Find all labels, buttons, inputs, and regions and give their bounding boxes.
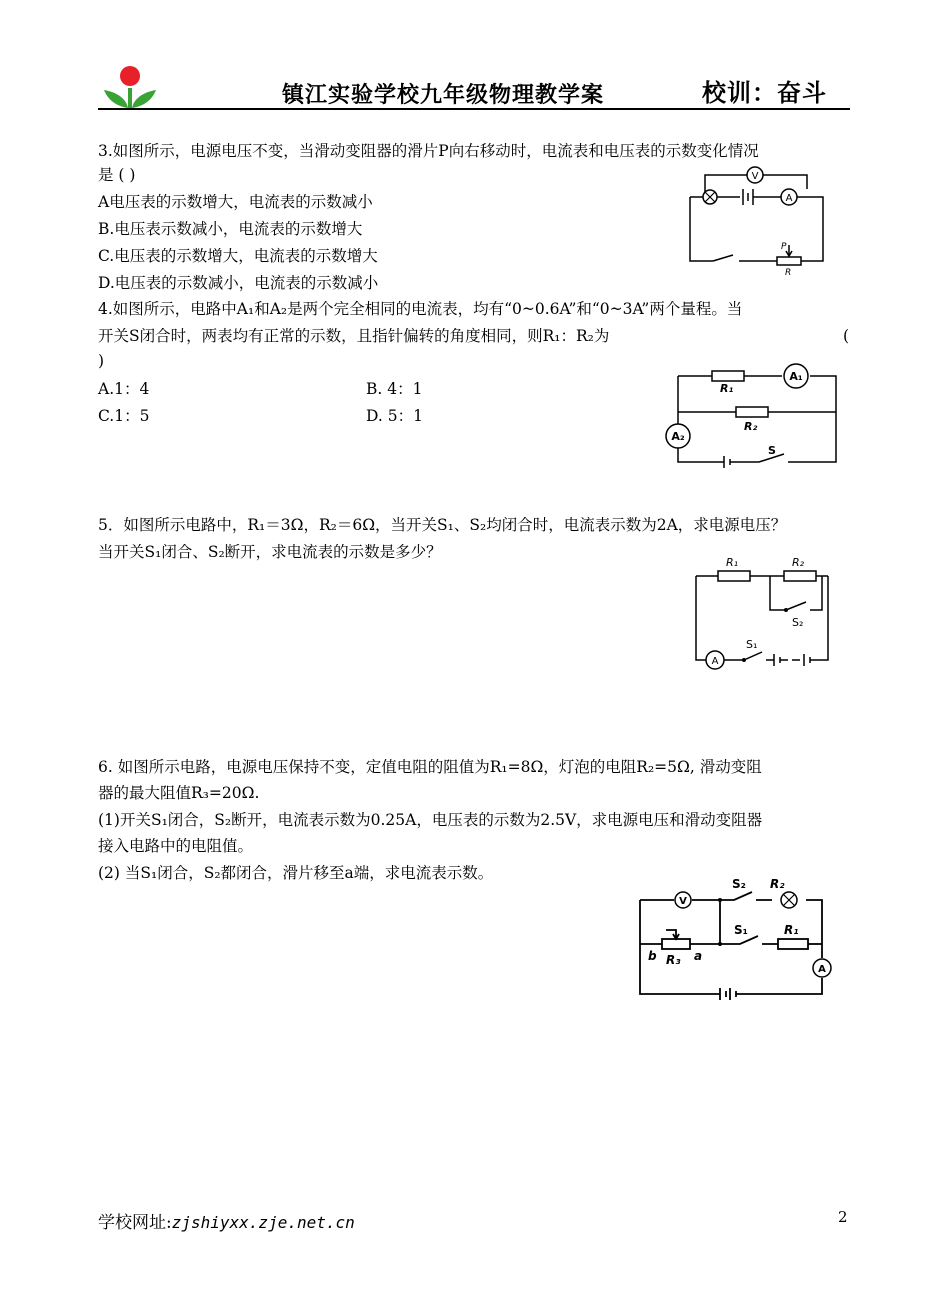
- q6-stem-line1: 6. 如图所示电路，电源电压保持不变，定值电阻的阻值为R₁=8Ω，灯泡的电阻R₂=5Ω, 滑动变阻: [98, 758, 762, 776]
- q3-option-a: A电压表的示数增大，电流表的示数减小: [98, 193, 373, 211]
- q4-fig-switch-label: S: [768, 444, 776, 457]
- q4-stem-line1: 4.如图所示，电路中A₁和A₂是两个完全相同的电流表，均有“0~0.6A”和“0~3A”两个量程。当: [98, 300, 743, 318]
- q5-fig-r1-label: R₁: [726, 556, 739, 569]
- q4-option-a: A.1：4: [98, 380, 150, 398]
- q3-option-b: B.电压表示数减小，电流表的示数增大: [98, 220, 363, 238]
- page-number: 2: [838, 1208, 848, 1226]
- q6-subq1-line1: (1)开关S₁闭合，S₂断开，电流表示数为0.25A，电压表的示数为2.5V，求电源电压和滑动变阻器: [98, 811, 763, 829]
- q4-option-a-row: [98, 378, 423, 400]
- q3-option-c: C.电压表的示数增大，电流表的示数增大: [98, 247, 378, 265]
- header-title: 镇江实验学校九年级物理教学案: [282, 82, 605, 108]
- q5-circuit-diagram: [688, 554, 836, 672]
- q6-subq2: (2) 当S₁闭合，S₂都闭合，滑片移至a端，求电流表示数。: [98, 864, 494, 882]
- q6-fig-r3-label: R₃: [666, 953, 681, 967]
- q5-fig-s2-label: S₂: [792, 616, 804, 629]
- q4-option-d: D. 5：1: [366, 407, 423, 425]
- q3-option-d: D.电压表的示数减小，电流表的示数减小: [98, 274, 379, 292]
- q3-fig-slider-label: P: [781, 242, 787, 252]
- q3-stem-line2: 是 ( ): [98, 166, 136, 184]
- q6-fig-s2-label: S₂: [732, 877, 746, 891]
- header-divider: [98, 108, 850, 110]
- footer-label: 学校网址:: [98, 1213, 172, 1233]
- q3-fig-rheostat-label: R: [785, 268, 792, 278]
- footer-school-url: [98, 1208, 355, 1233]
- header-motto: 校训：奋斗: [702, 78, 827, 107]
- q6-subq1-line2: 接入电路中的电阻值。: [98, 837, 254, 855]
- q6-fig-r1-label: R₁: [784, 923, 799, 937]
- q3-fig-ammeter-label: A: [785, 193, 793, 204]
- school-logo: [102, 62, 158, 110]
- q4-circuit-diagram: [664, 362, 844, 470]
- q4-paren-close: ): [98, 352, 105, 370]
- q4-option-c-row: [98, 405, 423, 427]
- q6-stem-line2: 器的最大阻值R₃=20Ω.: [98, 784, 260, 802]
- q6-fig-b-label: b: [648, 949, 657, 963]
- q3-stem-line1: 3.如图所示，电源电压不变，当滑动变阻器的滑片P向右移动时，电流表和电压表的示数变化情况: [98, 142, 759, 160]
- q4-fig-r1-label: R₁: [720, 382, 734, 395]
- q6-fig-s1-label: S₁: [734, 923, 748, 937]
- q4-stem-line2: 开关S闭合时，两表均有正常的示数，且指针偏转的角度相同，则R₁：R₂为: [98, 327, 610, 345]
- q5-fig-s1-label: S₁: [746, 638, 758, 651]
- q5-fig-ammeter-label: A: [711, 656, 719, 667]
- q6-circuit-diagram: [636, 872, 832, 1000]
- q4-option-c: C.1：5: [98, 407, 150, 425]
- q4-fig-a1-label: A₁: [789, 370, 803, 383]
- q5-fig-r2-label: R₂: [792, 556, 805, 569]
- q6-fig-a-end-label: a: [694, 949, 703, 963]
- q4-paren-open: (: [843, 327, 850, 345]
- q6-fig-voltmeter-label: V: [679, 896, 687, 907]
- q5-stem-line2: 当开关S₁闭合、S₂断开，求电流表的示数是多少？: [98, 543, 442, 561]
- q5-stem-line1: 5．如图所示电路中，R₁＝3Ω，R₂＝6Ω，当开关S₁、S₂均闭合时，电流表示数为2A，求电源电压？: [98, 516, 787, 534]
- q4-fig-r2-label: R₂: [744, 420, 758, 433]
- q4-option-b: B. 4：1: [366, 380, 423, 398]
- q6-fig-r2-label: R₂: [770, 877, 785, 891]
- footer-url-link[interactable]: zjshiyxx.zje.net.cn: [171, 1213, 355, 1232]
- q3-fig-voltmeter-label: V: [751, 171, 759, 182]
- q4-fig-a2-label: A₂: [671, 430, 685, 443]
- q3-circuit-diagram: [685, 165, 830, 278]
- q6-fig-ammeter-label: A: [818, 964, 826, 975]
